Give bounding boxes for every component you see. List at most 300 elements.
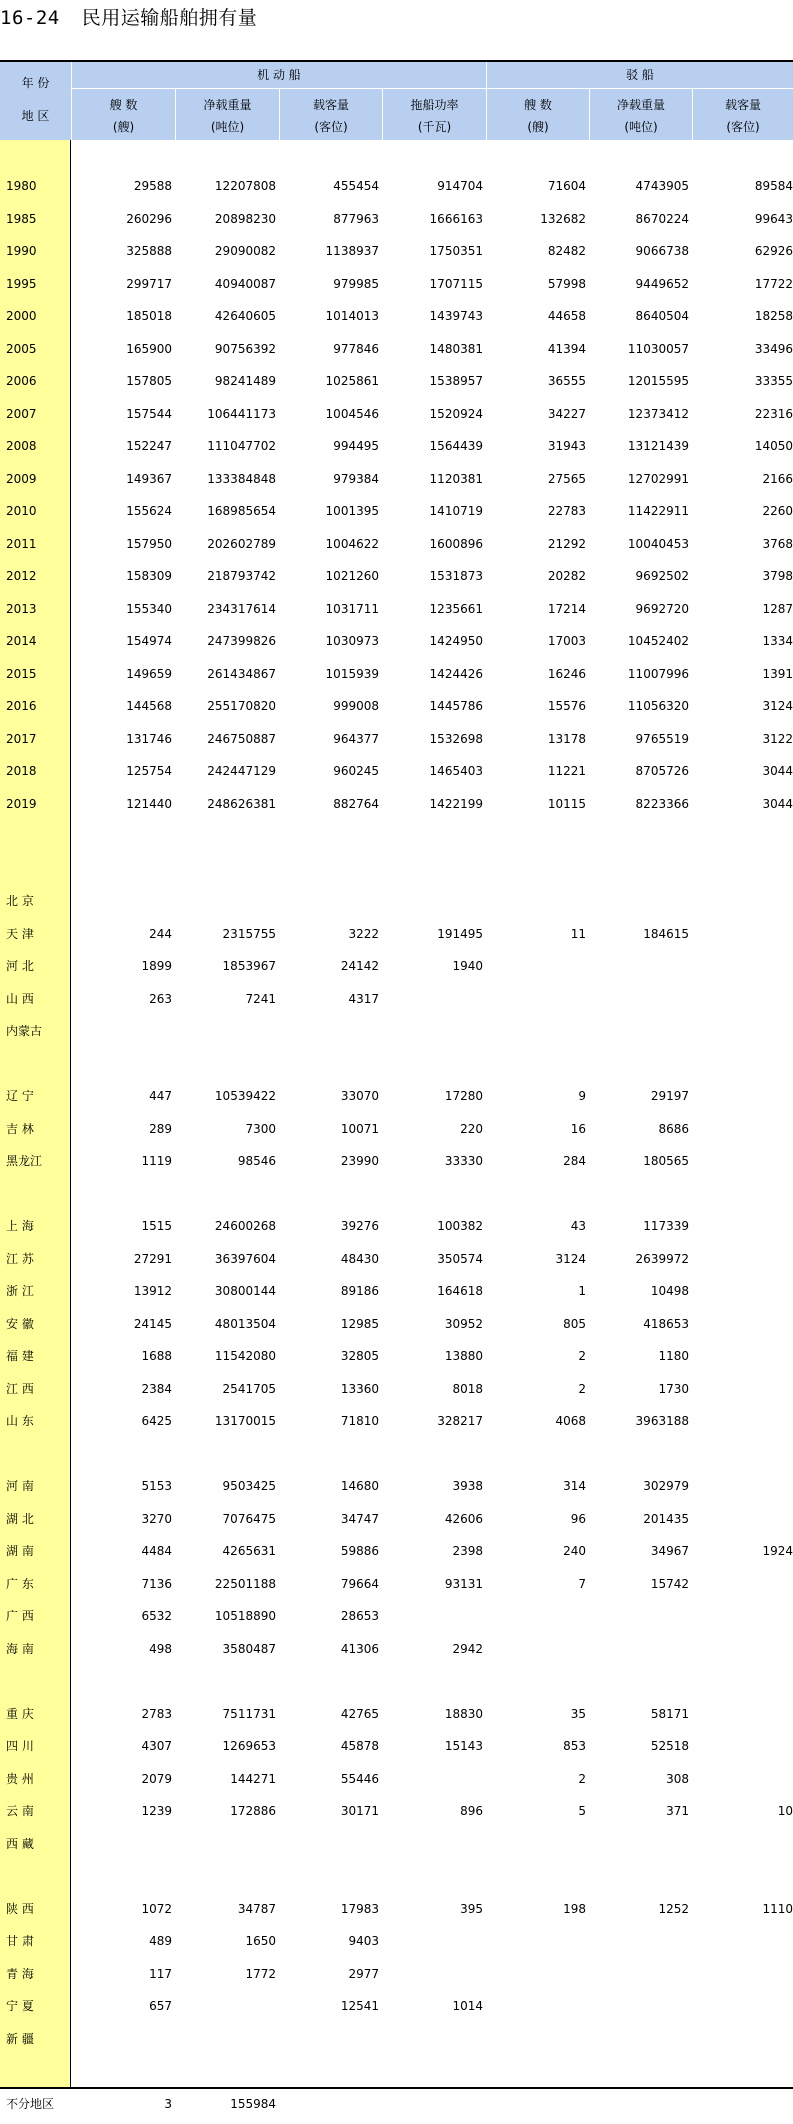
cell-value: 22501188	[214, 1577, 276, 1591]
cell-value: 1666163	[429, 212, 483, 226]
cell-value: 1410719	[429, 504, 483, 518]
cell-value: 30800144	[214, 1284, 276, 1298]
cell-value: 100382	[437, 1219, 483, 1233]
row-label: 海 南	[6, 1642, 34, 1656]
cell-value: 242447129	[207, 764, 276, 778]
table-row	[0, 241, 793, 261]
cell-value: 172886	[230, 1804, 276, 1818]
cell-value: 45878	[340, 1739, 379, 1753]
cell-value: 32805	[340, 1349, 379, 1363]
table-header	[0, 62, 793, 140]
cell-value: 999008	[333, 699, 379, 713]
row-label: 1985	[6, 212, 37, 226]
cell-value: 1391	[762, 667, 793, 681]
cell-value: 1239	[141, 1804, 172, 1818]
cell-value: 7076475	[222, 1512, 276, 1526]
row-label: 2019	[6, 797, 37, 811]
cell-value: 71810	[340, 1414, 379, 1428]
row-label: 2014	[6, 634, 37, 648]
cell-value: 1465403	[429, 764, 483, 778]
cell-value: 2977	[348, 1967, 379, 1981]
cell-value: 36555	[547, 374, 586, 388]
table-row	[0, 1216, 793, 1236]
cell-value: 11056320	[627, 699, 689, 713]
cell-value: 1688	[141, 1349, 172, 1363]
cell-value: 896	[460, 1804, 483, 1818]
cell-value: 89584	[754, 179, 793, 193]
cell-value: 5153	[141, 1479, 172, 1493]
column-header-unit: (吨位)	[624, 120, 658, 134]
cell-value: 244	[149, 927, 172, 941]
cell-value: 1940	[452, 959, 483, 973]
cell-value: 17983	[340, 1902, 379, 1916]
row-label: 安 徽	[6, 1317, 34, 1331]
cell-value: 964377	[333, 732, 379, 746]
row-label: 2018	[6, 764, 37, 778]
row-label: 云 南	[6, 1804, 34, 1818]
cell-value: 71604	[547, 179, 586, 193]
cell-value: 29588	[133, 179, 172, 193]
table-row	[0, 209, 793, 229]
table-row	[0, 404, 793, 424]
cell-value: 234317614	[207, 602, 276, 616]
cell-value: 121440	[126, 797, 172, 811]
cell-value: 117339	[643, 1219, 689, 1233]
cell-value: 10115	[547, 797, 586, 811]
cell-value: 12702991	[627, 472, 689, 486]
row-label: 湖 北	[6, 1512, 34, 1526]
cell-value: 218793742	[207, 569, 276, 583]
cell-value: 42640605	[214, 309, 276, 323]
cell-value: 2260	[762, 504, 793, 518]
cell-value: 2639972	[635, 1252, 689, 1266]
cell-value: 13360	[340, 1382, 379, 1396]
table-row	[0, 1574, 793, 1594]
row-label: 河 南	[6, 1479, 34, 1493]
table-row	[0, 1476, 793, 1496]
cell-value: 29090082	[214, 244, 276, 258]
cell-value: 247399826	[207, 634, 276, 648]
cell-value: 289	[149, 1122, 172, 1136]
column-header-name: 载客量	[724, 98, 761, 112]
cell-value: 2942	[452, 1642, 483, 1656]
cell-value: 168985654	[207, 504, 276, 518]
row-label: 2008	[6, 439, 37, 453]
row-label: 福 建	[6, 1349, 34, 1363]
cell-value: 157950	[126, 537, 172, 551]
cell-value: 1014	[452, 1999, 483, 2013]
cell-value: 3938	[452, 1479, 483, 1493]
table-row	[0, 989, 793, 1009]
cell-value: 1120381	[429, 472, 483, 486]
cell-value: 8670224	[635, 212, 689, 226]
cell-value: 1520924	[429, 407, 483, 421]
table-row	[0, 664, 793, 684]
cell-value: 39276	[340, 1219, 379, 1233]
cell-value: 1424950	[429, 634, 483, 648]
table-row	[0, 1899, 793, 1919]
row-label: 2017	[6, 732, 37, 746]
cell-value: 1235661	[429, 602, 483, 616]
cell-value: 8705726	[635, 764, 689, 778]
cell-value: 133384848	[207, 472, 276, 486]
cell-value: 184615	[643, 927, 689, 941]
cell-value: 22316	[754, 407, 793, 421]
cell-value: 144568	[126, 699, 172, 713]
cell-value: 89186	[340, 1284, 379, 1298]
row-label: 2000	[6, 309, 37, 323]
table-row	[0, 696, 793, 716]
cell-value: 11542080	[214, 1349, 276, 1363]
table-row	[0, 2094, 793, 2114]
cell-value: 3044	[762, 764, 793, 778]
cell-value: 2384	[141, 1382, 172, 1396]
cell-value: 9	[578, 1089, 586, 1103]
cell-value: 90756392	[214, 342, 276, 356]
cell-value: 1707115	[429, 277, 483, 291]
cell-value: 42765	[340, 1707, 379, 1721]
row-label: 2015	[6, 667, 37, 681]
cell-value: 14050	[754, 439, 793, 453]
row-label: 1995	[6, 277, 37, 291]
cell-value: 14680	[340, 1479, 379, 1493]
row-label: 青 海	[6, 1967, 34, 1981]
row-label: 2006	[6, 374, 37, 388]
cell-value: 4265631	[222, 1544, 276, 1558]
cell-value: 98241489	[214, 374, 276, 388]
table-row	[0, 1834, 793, 1854]
cell-value: 3963188	[635, 1414, 689, 1428]
table-row	[0, 1119, 793, 1139]
cell-value: 22783	[547, 504, 586, 518]
table-row	[0, 956, 793, 976]
row-label: 2013	[6, 602, 37, 616]
cell-value: 144271	[230, 1772, 276, 1786]
row-label: 黑龙江	[6, 1154, 43, 1168]
column-header-name: 艘 数	[109, 98, 138, 112]
cell-value: 3580487	[222, 1642, 276, 1656]
table-row	[0, 761, 793, 781]
cell-value: 17280	[444, 1089, 483, 1103]
column-header-unit: (客位)	[314, 120, 348, 134]
cell-value: 13121439	[627, 439, 689, 453]
cell-value: 979384	[333, 472, 379, 486]
column-header-unit: (艘)	[112, 120, 135, 134]
row-label: 2007	[6, 407, 37, 421]
cell-value: 13178	[547, 732, 586, 746]
cell-value: 882764	[333, 797, 379, 811]
row-label: 重 庆	[6, 1707, 34, 1721]
cell-value: 3124	[555, 1252, 586, 1266]
cell-value: 82482	[547, 244, 586, 258]
cell-value: 1119	[141, 1154, 172, 1168]
table-row	[0, 1314, 793, 1334]
cell-value: 149659	[126, 667, 172, 681]
cell-value: 23990	[340, 1154, 379, 1168]
column-header-unit: (吨位)	[210, 120, 245, 134]
row-label: 江 西	[6, 1382, 34, 1396]
column-header-unit: (客位)	[726, 120, 760, 134]
cell-value: 1899	[141, 959, 172, 973]
table-row	[0, 1736, 793, 1756]
cell-value: 2	[578, 1349, 586, 1363]
cell-value: 2783	[141, 1707, 172, 1721]
cell-value: 1853967	[222, 959, 276, 973]
cell-value: 42606	[444, 1512, 483, 1526]
cell-value: 255170820	[207, 699, 276, 713]
row-label: 西 藏	[6, 1837, 34, 1851]
cell-value: 977846	[333, 342, 379, 356]
cell-value: 33355	[754, 374, 793, 388]
cell-value: 40940087	[214, 277, 276, 291]
cell-value: 16246	[547, 667, 586, 681]
cell-value: 3122	[762, 732, 793, 746]
cell-value: 3124	[762, 699, 793, 713]
cell-value: 489	[149, 1934, 172, 1948]
table-row	[0, 339, 793, 359]
table-row	[0, 1281, 793, 1301]
cell-value: 1031711	[325, 602, 379, 616]
cell-value: 8686	[658, 1122, 689, 1136]
cell-value: 1422199	[429, 797, 483, 811]
cell-value: 24600268	[214, 1219, 276, 1233]
cell-value: 1001395	[325, 504, 379, 518]
cell-value: 11007996	[627, 667, 689, 681]
cell-value: 8223366	[635, 797, 689, 811]
cell-value: 9403	[348, 1934, 379, 1948]
table-row	[0, 534, 793, 554]
row-label: 浙 江	[6, 1284, 34, 1298]
cell-value: 979985	[333, 277, 379, 291]
cell-value: 8018	[452, 1382, 483, 1396]
cell-value: 33330	[444, 1154, 483, 1168]
bottom-rule	[0, 2087, 793, 2089]
row-label: 辽 宁	[6, 1089, 34, 1103]
cell-value: 27291	[133, 1252, 172, 1266]
cell-value: 1180	[658, 1349, 689, 1363]
cell-value: 111047702	[207, 439, 276, 453]
row-label: 广 东	[6, 1577, 34, 1591]
row-label: 山 东	[6, 1414, 34, 1428]
cell-value: 12207808	[214, 179, 276, 193]
cell-value: 1138937	[325, 244, 379, 258]
cell-value: 202602789	[207, 537, 276, 551]
table-row	[0, 1509, 793, 1529]
cell-value: 1334	[762, 634, 793, 648]
cell-value: 853	[563, 1739, 586, 1753]
cell-value: 350574	[437, 1252, 483, 1266]
row-label: 1990	[6, 244, 37, 258]
cell-value: 1538957	[429, 374, 483, 388]
table-row	[0, 566, 793, 586]
stub-column	[0, 140, 71, 2088]
row-label: 陕 西	[6, 1902, 34, 1916]
cell-value: 33496	[754, 342, 793, 356]
table-row	[0, 1541, 793, 1561]
row-label: 甘 肃	[6, 1934, 34, 1948]
row-label: 天 津	[6, 927, 34, 941]
cell-value: 1025861	[325, 374, 379, 388]
cell-value: 246750887	[207, 732, 276, 746]
column-header-name: 净载重量	[203, 98, 252, 112]
cell-value: 418653	[643, 1317, 689, 1331]
cell-value: 2398	[452, 1544, 483, 1558]
cell-value: 2315755	[222, 927, 276, 941]
cell-value: 914704	[437, 179, 483, 193]
cell-value: 308	[666, 1772, 689, 1786]
cell-value: 155340	[126, 602, 172, 616]
cell-value: 1532698	[429, 732, 483, 746]
cell-value: 34227	[547, 407, 586, 421]
cell-value: 1730	[658, 1382, 689, 1396]
cell-value: 10040453	[627, 537, 689, 551]
cell-value: 43	[570, 1219, 586, 1233]
cell-value: 11030057	[627, 342, 689, 356]
cell-value: 1269653	[222, 1739, 276, 1753]
cell-value: 131746	[126, 732, 172, 746]
table-row	[0, 274, 793, 294]
table-row	[0, 1639, 793, 1659]
table-row	[0, 1086, 793, 1106]
cell-value: 93131	[444, 1577, 483, 1591]
cell-value: 34787	[237, 1902, 276, 1916]
cell-value: 12015595	[627, 374, 689, 388]
column-header-name: 拖船功率	[410, 98, 459, 112]
cell-value: 154974	[126, 634, 172, 648]
cell-value: 12985	[340, 1317, 379, 1331]
table-row	[0, 436, 793, 456]
cell-value: 52518	[650, 1739, 689, 1753]
table-row	[0, 1249, 793, 1269]
cell-value: 960245	[333, 764, 379, 778]
header-divider	[72, 88, 793, 89]
cell-value: 1515	[141, 1219, 172, 1233]
cell-value: 455454	[333, 179, 379, 193]
cell-value: 805	[563, 1317, 586, 1331]
cell-value: 877963	[333, 212, 379, 226]
cell-value: 20282	[547, 569, 586, 583]
column-header-unit: (艘)	[527, 120, 549, 134]
cell-value: 1004622	[325, 537, 379, 551]
cell-value: 98546	[237, 1154, 276, 1168]
cell-value: 17214	[547, 602, 586, 616]
cell-value: 3768	[762, 537, 793, 551]
cell-value: 9066738	[635, 244, 689, 258]
table-row	[0, 306, 793, 326]
cell-value: 10071	[340, 1122, 379, 1136]
cell-value: 9692502	[635, 569, 689, 583]
cell-value: 1924	[762, 1544, 793, 1558]
cell-value: 99643	[754, 212, 793, 226]
cell-value: 191495	[437, 927, 483, 941]
cell-value: 299717	[126, 277, 172, 291]
cell-value: 4068	[555, 1414, 586, 1428]
row-label: 北 京	[6, 894, 34, 908]
row-label: 内蒙古	[6, 1024, 43, 1038]
table-row	[0, 729, 793, 749]
cell-value: 302979	[643, 1479, 689, 1493]
cell-value: 3270	[141, 1512, 172, 1526]
row-label: 2012	[6, 569, 37, 583]
page-title	[0, 6, 257, 30]
cell-value: 3044	[762, 797, 793, 811]
cell-value: 11422911	[627, 504, 689, 518]
cell-value: 18830	[444, 1707, 483, 1721]
cell-value: 12541	[340, 1999, 379, 2013]
cell-value: 48430	[340, 1252, 379, 1266]
cell-value: 4484	[141, 1544, 172, 1558]
cell-value: 10452402	[627, 634, 689, 648]
row-label: 上 海	[6, 1219, 34, 1233]
table-row	[0, 371, 793, 391]
cell-value: 263	[149, 992, 172, 1006]
cell-value: 165900	[126, 342, 172, 356]
cell-value: 15742	[650, 1577, 689, 1591]
cell-value: 79664	[340, 1577, 379, 1591]
cell-value: 8640504	[635, 309, 689, 323]
cell-value: 314	[563, 1479, 586, 1493]
cell-value: 198	[563, 1902, 586, 1916]
cell-value: 2166	[762, 472, 793, 486]
cell-value: 13912	[133, 1284, 172, 1298]
stub-header-year: 年 份	[21, 76, 50, 90]
cell-value: 1004546	[325, 407, 379, 421]
row-label: 不分地区	[6, 2097, 55, 2111]
cell-value: 1750351	[429, 244, 483, 258]
cell-value: 7	[578, 1577, 586, 1591]
cell-value: 24145	[133, 1317, 172, 1331]
cell-value: 132682	[540, 212, 586, 226]
cell-value: 13170015	[214, 1414, 276, 1428]
cell-value: 7300	[245, 1122, 276, 1136]
cell-value: 7241	[245, 992, 276, 1006]
row-label: 1980	[6, 179, 37, 193]
row-label: 宁 夏	[6, 1999, 34, 2013]
cell-value: 28653	[340, 1609, 379, 1623]
table-row	[0, 924, 793, 944]
column-header-name: 载客量	[312, 98, 349, 112]
cell-value: 1287	[762, 602, 793, 616]
table-row	[0, 1346, 793, 1366]
cell-value: 185018	[126, 309, 172, 323]
cell-value: 180565	[643, 1154, 689, 1168]
cell-value: 27565	[547, 472, 586, 486]
cell-value: 1772	[245, 1967, 276, 1981]
column-header-unit: (千瓦)	[417, 120, 452, 134]
table-row	[0, 1606, 793, 1626]
cell-value: 152247	[126, 439, 172, 453]
cell-value: 41306	[340, 1642, 379, 1656]
table-number: 16-24	[0, 7, 60, 29]
cell-value: 4317	[348, 992, 379, 1006]
cell-value: 1110	[762, 1902, 793, 1916]
cell-value: 1015939	[325, 667, 379, 681]
table-row	[0, 1769, 793, 1789]
table-row	[0, 1931, 793, 1951]
cell-value: 11221	[547, 764, 586, 778]
row-label: 2016	[6, 699, 37, 713]
cell-value: 1072	[141, 1902, 172, 1916]
cell-value: 260296	[126, 212, 172, 226]
cell-value: 1480381	[429, 342, 483, 356]
row-label: 四 川	[6, 1739, 34, 1753]
cell-value: 29197	[650, 1089, 689, 1103]
cell-value: 1445786	[429, 699, 483, 713]
row-label: 湖 南	[6, 1544, 34, 1558]
table-row	[0, 631, 793, 651]
cell-value: 35	[570, 1707, 586, 1721]
cell-value: 220	[460, 1122, 483, 1136]
